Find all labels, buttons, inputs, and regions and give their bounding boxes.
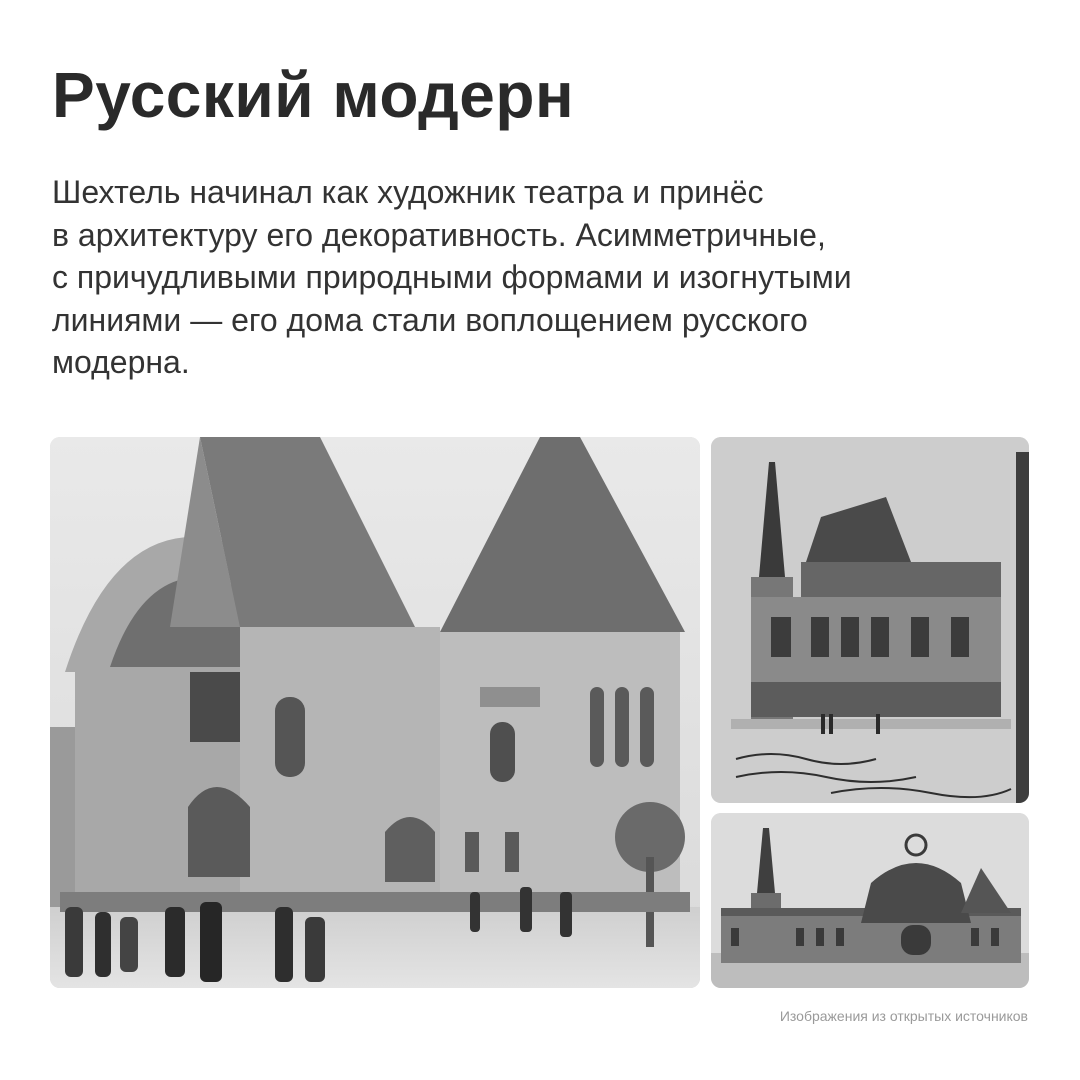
house-illustration: [711, 437, 1029, 803]
paragraph-line: линиями — его дома стали воплощением русского: [52, 301, 808, 338]
page-title: Русский модерн: [52, 59, 575, 131]
paragraph-line: модерна.: [52, 344, 190, 380]
station-panorama-photo: [711, 813, 1029, 988]
station-illustration: [50, 437, 700, 988]
main-photo: [50, 437, 700, 988]
house-drawing-photo: [711, 437, 1029, 803]
panorama-illustration: [711, 813, 1029, 988]
paragraph-line: Шехтель начинал как художник театра и принёс: [52, 174, 764, 210]
body-paragraph: [52, 171, 1042, 384]
paragraph-line: в архитектуру его декоративность. Асимметричные,: [52, 216, 826, 253]
image-credit: Изображения из открытых источников: [779, 1008, 1028, 1024]
paragraph-line: с причудливыми природными формами и изогнутыми: [52, 259, 852, 295]
